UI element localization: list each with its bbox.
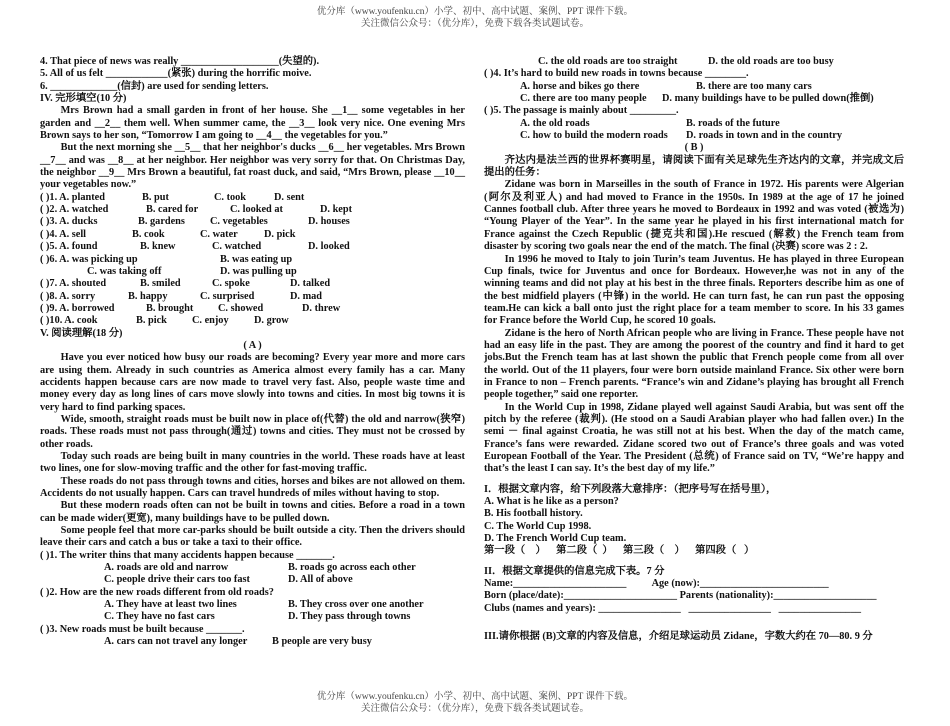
task-1-title: I．根据文章内容，给下列段落大意排序：（把序号写在括号里）， bbox=[484, 483, 777, 495]
option: B. They cross over one another bbox=[288, 599, 424, 611]
option: ( )6. A. was picking up bbox=[40, 253, 138, 265]
passage-a-paragraph-2: Wide, smooth, straight roads must be built now in place of(代替) the old and narrow(狭窄) roads. These roads must not pass through(通过) towns and cities. They must not be crossed by other roads. bbox=[40, 413, 465, 450]
option: A. the old roads bbox=[520, 117, 590, 129]
reading-q3: ( )3. New roads must be built because _______. bbox=[40, 623, 245, 635]
option: C. spoke bbox=[212, 278, 250, 290]
reading-q5-options-ab bbox=[484, 118, 904, 130]
option: C. took bbox=[214, 191, 247, 203]
option: D. mad bbox=[290, 290, 323, 302]
option: C. there are too many people bbox=[520, 93, 647, 105]
reading-q1-options-ab bbox=[40, 562, 465, 574]
option: ( )4. A. sell bbox=[40, 228, 87, 240]
passage-b-intro: 齐达内是法兰西的世界杯赛明星，请阅读下面有关足球先生齐达内的文章，并完成文后提出的任务： bbox=[484, 154, 904, 179]
option: B. roads of the future bbox=[686, 117, 780, 129]
cloze-q7 bbox=[40, 278, 465, 290]
option: D. roads in town and in the country bbox=[686, 130, 843, 142]
option: C. vegetables bbox=[210, 216, 268, 228]
option: ( )3. A. ducks bbox=[40, 216, 98, 228]
footer-line-1: 优分库（www.youfenku.cn）小学、初中、高中试题、案例、PPT 课件下载。 bbox=[316, 692, 634, 702]
option: B. knew bbox=[140, 241, 176, 253]
cloze-q4 bbox=[40, 229, 465, 241]
task-1-item-d: D. The French World Cup team. bbox=[484, 533, 627, 545]
right-column bbox=[484, 56, 904, 643]
option: D. All of above bbox=[288, 574, 353, 586]
option: D. houses bbox=[308, 216, 350, 228]
reading-q5: ( )5. The passage is mainly about _________. bbox=[484, 105, 679, 117]
option: C. surprised bbox=[200, 290, 255, 302]
option: A. roads are old and narrow bbox=[104, 562, 229, 574]
question-5: 5. All of us felt ____________(紧张) during the horrific moive. bbox=[40, 68, 312, 80]
option: C. showed bbox=[218, 302, 264, 314]
option: D. looked bbox=[308, 241, 350, 253]
page-footer bbox=[0, 691, 950, 715]
option: A. They have at least two lines bbox=[104, 599, 237, 611]
option: B people are very busy bbox=[272, 636, 372, 648]
option: D. pick bbox=[264, 228, 296, 240]
cloze-q6a bbox=[40, 254, 465, 266]
task-2-row-2: Born (place/date):______________________ Parents (nationality):____________________ bbox=[484, 590, 877, 602]
reading-q1: ( )1. The writer thins that many accidents happen because _______. bbox=[40, 549, 335, 561]
reading-q4-options-cd bbox=[484, 93, 904, 105]
option: D. kept bbox=[320, 204, 353, 216]
option: D. They pass through towns bbox=[288, 611, 411, 623]
option: B. put bbox=[142, 191, 169, 203]
option: D. many buildings have to be pulled down(推倒) bbox=[662, 93, 874, 105]
cloze-paragraph-1: Mrs Brown had a small garden in front of her house. She __1__ some vegetables in her garden and __2__ them well. When summer came, the __3__ look very nice. One evening Mrs Brown says to her son, “Tomorrow I am going to __4__ the vegetables for you.” bbox=[40, 105, 465, 142]
reading-q3-options-cd bbox=[484, 56, 904, 68]
option: A. cars can not travel any longer bbox=[104, 636, 248, 648]
cloze-q5 bbox=[40, 241, 465, 253]
task-1-item-c: C. The World Cup 1998. bbox=[484, 520, 592, 532]
option: B. gardens bbox=[138, 216, 185, 228]
option: C. looked at bbox=[230, 204, 283, 216]
reading-q1-options-cd bbox=[40, 574, 465, 586]
reading-q5-options-cd bbox=[484, 130, 904, 142]
option: D. was pulling up bbox=[220, 265, 297, 277]
reading-q3-options-ab bbox=[40, 636, 465, 648]
cloze-q6b bbox=[40, 266, 465, 278]
left-column bbox=[40, 56, 465, 649]
option: B. brought bbox=[146, 302, 194, 314]
cloze-paragraph-2: But the next morning she __5__ that her neighbor's ducks __6__ her vegetables. Mrs Brown __7__ and was __8__ at her neighbor. Her neighbor was very sorry for that. On Christmas Day, the neighbor __9__ Mrs Brown a beautiful, fat roast duck, and said, “Mrs Brown, please __10__ your vegetables now.” bbox=[40, 142, 465, 191]
task-1-answer-line: 第一段（ ） 第二段（ ） 第三段（ ） 第四段（ ） bbox=[484, 545, 755, 557]
option: C. enjoy bbox=[192, 315, 229, 327]
section-iv-title: IV. 完形填空(10 分) bbox=[40, 93, 127, 105]
option: C. the old roads are too straight bbox=[538, 56, 678, 67]
option: C. how to build the modern roads bbox=[520, 130, 668, 142]
cloze-q1 bbox=[40, 192, 465, 204]
option: B. pick bbox=[136, 315, 167, 327]
passage-a-paragraph-4: These roads do not pass through towns and cities, horses and bikes are not allowed on them. Accidents do not usually happen. Cars can travel hundreds of miles without having to stop. bbox=[40, 475, 465, 500]
option: ( )2. A. watched bbox=[40, 204, 109, 216]
task-2-row-3: Clubs (names and years): ________________ ________________ ________________ bbox=[484, 602, 861, 614]
option: ( )1. A. planted bbox=[40, 191, 105, 203]
option: D. sent bbox=[274, 191, 305, 203]
page-header bbox=[0, 6, 950, 30]
header-line-2: 关注微信公众号：（优分库），免费下载各类试题试卷。 bbox=[360, 19, 589, 29]
passage-b-paragraph-2: In 1996 he moved to Italy to join Turin’s team Juventus. He has played in three European Cup finals, twice for Juventus and once for Bordeaux. However,he was not in any of the winning teams and did not play at his best in the three finals. Reporters describe him as one of the best midfield players (中锋) in the world. He can turn fast, he can run past the opposing team.He can kick a ball onto just the right place for a team member to score. In his 33 games for France before the World Cup, he scored 10 goals. bbox=[484, 253, 904, 327]
passage-b-paragraph-3: Zidane is the hero of North African people who are living in France. These people have not had an easy life in the past. They are among the poorest of the country and find it hard to get jobs.But the French team has at last shown the public that French people come from all over the world. Out of the 11 players, four were born outside mainland France. Six other were born in France to non – French parents. “France’s win and Zidane’s playing has brought all French people together,” said one reporter. bbox=[484, 327, 904, 401]
option: C. people drive their cars too fast bbox=[104, 574, 250, 586]
option: D. the old roads are too busy bbox=[708, 56, 834, 67]
option: C. They have no fast cars bbox=[104, 611, 215, 623]
section-v-title: V. 阅读理解(18 分) bbox=[40, 327, 123, 339]
question-6: 6. _____________(信封) are used for sending letters. bbox=[40, 80, 269, 92]
passage-a-paragraph-3: Today such roads are being built in many countries in the world. These roads have at least two lines, one for slow-moving traffic and the other for fast-moving traffic. bbox=[40, 451, 465, 475]
option: B. cared for bbox=[146, 204, 199, 216]
reading-q2-options-cd bbox=[40, 611, 465, 623]
task-1-item-b: B. His football history. bbox=[484, 508, 583, 520]
task-1-item-a: A. What is he like as a person? bbox=[484, 496, 619, 508]
option: ( )5. A. found bbox=[40, 241, 98, 253]
task-2-row-1: Name:______________________ Age (now):_________________________ bbox=[484, 578, 829, 590]
option: D. talked bbox=[290, 278, 331, 290]
option: ( )8. A. sorry bbox=[40, 290, 96, 302]
cloze-q9 bbox=[40, 303, 465, 315]
passage-a-paragraph-5: But these modern roads often can not be built in towns and cities. Before a road in a town can be made wider(更宽), many buildings have to be pulled down. bbox=[40, 500, 465, 524]
passage-a-label: ( A ) bbox=[243, 339, 262, 351]
passage-b-paragraph-4: In the World Cup in 1998, Zidane played well against Saudi Arabia, but was sent off the pitch by the referee (裁判). (He stood on a Saudi Arabian player who had fallen over.) In the semi － final against Croatia, he was still not at his best. When the day of the match came, France’s fans were rewarded. Zidane scored two out of France’s three goals and was voted European Football of the Year. The President (总统) of France said on TV, “We’re happy and that’s the least I can say. It’s the best day of my life.” bbox=[484, 401, 904, 475]
reading-q2-options-ab bbox=[40, 599, 465, 611]
passage-b-paragraph-1: Zidane was born in Marseilles in the south of France in 1972. His parents were Algerian (阿尔及利亚人) and had moved to France in the 1950s. In 1989 at the age of 17 he joined Cannes football club. After three years he moved to Bordeaux in 1992 and was voted (被选为) “Young Player of the Year”. In the same year he played in his first international match for France against the Czech Republic (捷克共和国).He rescued (解救) the French team from disaster by scoring two goals near the end of the match. The final (决赛) score was 2 : 2. bbox=[484, 179, 904, 253]
header-line-1: 优分库（www.youfenku.cn）小学、初中、高中试题、案例、PPT 课件下载。 bbox=[316, 7, 634, 17]
cloze-q3 bbox=[40, 216, 465, 228]
option: B. was eating up bbox=[220, 253, 293, 265]
option: C. was taking off bbox=[87, 265, 162, 277]
option: B. there are too many cars bbox=[696, 80, 812, 92]
passage-a-paragraph-6: Some people feel that more car-parks should be built outside a city. Then the drivers should leave their cars and catch a bus or take a taxi to their office. bbox=[40, 525, 465, 549]
task-3-title: III.请你根据 (B)文章的内容及信息，介绍足球运动员 Zidane，字数大约在 70—80. 9 分 bbox=[484, 631, 873, 643]
option: C. watched bbox=[212, 241, 262, 253]
passage-a-paragraph-1: Have you ever noticed how busy our roads are becoming? Every year more and more cars are using them. Already in such countries as America almost every family has a car. Many accidents happen because cars are now made to travel very fast. Also, people waste time and money every day as long lines of cars move slowly into towns and cities. In most big towns it is very hard to find parking spaces. bbox=[40, 352, 465, 413]
passage-b-label: ( B ) bbox=[684, 142, 704, 154]
task-2-title: II．根据文章提供的信息完成下表。7 分 bbox=[484, 565, 665, 577]
option: ( )10. A. cook bbox=[40, 315, 98, 327]
option: B. smiled bbox=[140, 278, 181, 290]
option: A. horse and bikes go there bbox=[520, 80, 640, 92]
cloze-q10 bbox=[40, 315, 465, 327]
cloze-q2 bbox=[40, 204, 465, 216]
option: D. grow bbox=[254, 315, 289, 327]
option: C. water bbox=[200, 228, 238, 240]
question-4: 4. That piece of news was really ___________________(失望的). bbox=[40, 56, 320, 67]
option: B. cook bbox=[132, 228, 165, 240]
cloze-q8 bbox=[40, 291, 465, 303]
reading-q4-options-ab bbox=[484, 81, 904, 93]
option: B. roads go across each other bbox=[288, 562, 416, 574]
option: ( )7. A. shouted bbox=[40, 278, 107, 290]
option: D. threw bbox=[302, 302, 341, 314]
option: ( )9. A. borrowed bbox=[40, 302, 115, 314]
reading-q2: ( )2. How are the new roads different from old roads? bbox=[40, 586, 274, 598]
footer-line-2: 关注微信公众号：（优分库），免费下载各类试题试卷。 bbox=[360, 704, 589, 714]
option: B. happy bbox=[128, 290, 168, 302]
reading-q4: ( )4. It’s hard to build new roads in towns because ________. bbox=[484, 68, 749, 80]
